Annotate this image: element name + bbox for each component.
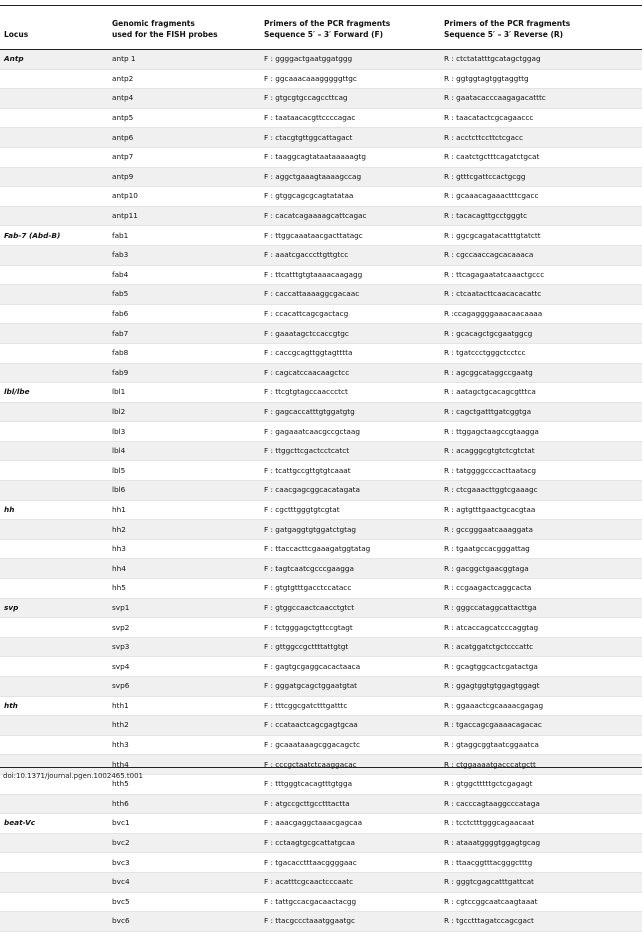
table-row [0,912,642,932]
fragment-cell: bvc2 [112,833,264,853]
fragment-cell: hh3 [112,539,264,559]
forward-primer-cell: F : cgctttgggtgtcgtat [264,500,444,520]
locus-cell [0,794,112,814]
header-locus: Locus [4,30,29,39]
reverse-primer-cell: R : acagggcgtgtctcgtctat [444,441,642,461]
reverse-primer-cell: R : ccgaagactcaggcacta [444,579,642,599]
fragment-cell: lbl3 [112,422,264,442]
forward-primer-cell: F : gggatgcagctggaatgtat [264,677,444,697]
reverse-primer-cell: R : tgaatgccacgggattag [444,539,642,559]
forward-primer-cell: F : gagtgcgaggcacactaaca [264,657,444,677]
forward-primer-cell: F : ccacattcagcgactacg [264,304,444,324]
forward-primer-cell: F : gcaaataaagcggacagctc [264,735,444,755]
fragment-cell: bvc3 [112,853,264,873]
table-row [0,696,642,716]
fragment-cell: hth4 [112,755,264,775]
reverse-primer-cell: R : ggaaactcgcaaaacgagag [444,696,642,716]
locus-cell: Fab-7 (Abd-B) [0,226,112,246]
header-forward: Primers of the PCR fragments Sequence 5′ – 3′ Forward (F) [264,19,391,39]
forward-primer-cell: F : gatgaggtgtggatctgtag [264,520,444,540]
reverse-primer-cell: R : acatggatctgctcccattc [444,637,642,657]
reverse-primer-cell: R :ccagaggggaaacaacaaaa [444,304,642,324]
reverse-primer-cell: R : gcaaacagaaactttcgacc [444,187,642,207]
table-row [0,89,642,109]
fragment-cell: svp6 [112,677,264,697]
reverse-primer-cell: R : gtggctttttgctcgagagt [444,774,642,794]
fragment-cell: antp6 [112,128,264,148]
locus-cell [0,89,112,109]
fragment-cell: antp11 [112,206,264,226]
locus-cell [0,559,112,579]
reverse-primer-cell: R : aatagctgcacagcgtttca [444,383,642,403]
reverse-primer-cell: R : cagctgatttgatcggtga [444,402,642,422]
forward-primer-cell: F : ttggcttcgactcctcatct [264,441,444,461]
reverse-primer-cell: R : ttaacggtttacgggctttg [444,853,642,873]
table-header [0,16,642,46]
table-row [0,383,642,403]
fragment-cell: hh4 [112,559,264,579]
locus-cell [0,716,112,736]
fragment-cell: fab9 [112,363,264,383]
forward-primer-cell: F : aggctgaaagtaaaagccag [264,167,444,187]
locus-cell [0,167,112,187]
locus-cell [0,187,112,207]
locus-cell [0,441,112,461]
reverse-primer-cell: R : ataaatggggtggagtgcag [444,833,642,853]
forward-primer-cell: F : taaggcagtataataaaaagtg [264,147,444,167]
reverse-primer-cell: R : gcacagctgcgaatggcg [444,324,642,344]
locus-cell [0,128,112,148]
forward-primer-cell: F : gtgtgtttgacctccatacc [264,579,444,599]
reverse-primer-cell: R : ctctatatttgcatagctggag [444,50,642,69]
table-row [0,245,642,265]
fragment-cell: antp7 [112,147,264,167]
reverse-primer-cell: R : tatggggcccacttaatacg [444,461,642,481]
reverse-primer-cell: R : agtgtttgaactgcacgtaa [444,500,642,520]
forward-primer-cell: F : ttcgtgtagccaaccctct [264,383,444,403]
table-row [0,500,642,520]
fragment-cell: lbl6 [112,481,264,501]
fragment-cell: svp2 [112,618,264,638]
table-row [0,363,642,383]
forward-primer-cell: F : ggggactgaatggatggg [264,50,444,69]
table-row [0,147,642,167]
table-row [0,422,642,442]
fragment-cell: svp4 [112,657,264,677]
forward-primer-cell: F : ccataactcagcgagtgcaa [264,716,444,736]
reverse-primer-cell: R : ctggaaaatgacccatgctt [444,755,642,775]
table-row [0,598,642,618]
fragment-cell: antp10 [112,187,264,207]
forward-primer-cell: F : ttcatttgtgtaaaacaagagg [264,265,444,285]
reverse-primer-cell: R : ggcgcagatacatttgtatctt [444,226,642,246]
fragment-cell: bvc4 [112,872,264,892]
reverse-primer-cell: R : tgcctttagatccagcgact [444,912,642,932]
forward-primer-cell: F : gagaaatcaacgccgctaag [264,422,444,442]
forward-primer-cell: F : ctacgtgttggcattagact [264,128,444,148]
locus-cell [0,363,112,383]
table-top-rule [0,5,642,6]
table-row [0,343,642,363]
table-row [0,128,642,148]
locus-cell [0,853,112,873]
locus-cell [0,265,112,285]
fragment-cell: bvc6 [112,912,264,932]
forward-primer-cell: F : ggcaaacaaagggggttgc [264,69,444,89]
fragment-cell: antp 1 [112,50,264,69]
locus-cell [0,402,112,422]
header-fragments: Genomic fragments used for the FISH probes [112,19,218,39]
fragment-cell: antp4 [112,89,264,109]
fragment-cell: hh5 [112,579,264,599]
locus-cell [0,618,112,638]
forward-primer-cell: F : cacatcagaaaagcattcagac [264,206,444,226]
fragment-cell: hth6 [112,794,264,814]
forward-primer-cell: F : gtggcagcgcagtatataa [264,187,444,207]
reverse-primer-cell: R : taacatactcgcagaaccc [444,108,642,128]
table-row [0,833,642,853]
reverse-primer-cell: R : gacggctgaacggtaga [444,559,642,579]
locus-cell [0,481,112,501]
locus-cell [0,520,112,540]
fragment-cell: bvc5 [112,892,264,912]
fragment-cell: hh1 [112,500,264,520]
table-bottom-rule [0,767,642,768]
forward-primer-cell: F : taataacacgttccccagac [264,108,444,128]
table-row [0,539,642,559]
reverse-primer-cell: R : cgccaaccagcacaaaca [444,245,642,265]
locus-cell: hth [0,696,112,716]
locus-cell [0,206,112,226]
table-row [0,481,642,501]
locus-cell [0,833,112,853]
forward-primer-cell: F : cagcatccaacaagctcc [264,363,444,383]
locus-cell [0,324,112,344]
locus-cell [0,69,112,89]
table-row [0,872,642,892]
forward-primer-cell: F : caccgcagttggtagtttta [264,343,444,363]
forward-primer-cell: F : cccgctaatctcaaggacac [264,755,444,775]
table-row [0,814,642,834]
locus-cell [0,108,112,128]
table-row [0,716,642,736]
locus-cell: hh [0,500,112,520]
forward-primer-cell: F : tctgggagctgttccgtagt [264,618,444,638]
locus-cell [0,657,112,677]
forward-primer-cell: F : tagtcaatcgcccgaagga [264,559,444,579]
fragment-cell: antp5 [112,108,264,128]
locus-cell: lbl/lbe [0,383,112,403]
doi-caption: doi:10.1371/journal.pgen.1002465.t001 [3,772,144,780]
table-row [0,265,642,285]
reverse-primer-cell: R : gaatacacccaagagacatttc [444,89,642,109]
forward-primer-cell: F : ttaccacttcgaaagatggtatag [264,539,444,559]
forward-primer-cell: F : tattgccacgacaactacgg [264,892,444,912]
table-row [0,402,642,422]
table-row [0,441,642,461]
table-row [0,637,642,657]
forward-primer-cell: F : caccattaaaaggcgacaac [264,285,444,305]
locus-cell [0,245,112,265]
forward-primer-cell: F : atgccgcttgcctttactta [264,794,444,814]
forward-primer-cell: F : tgacacctttaacggggaac [264,853,444,873]
forward-primer-cell: F : ttacgccctaaatggaatgc [264,912,444,932]
locus-cell [0,422,112,442]
reverse-primer-cell: R : gccgggaatcaaaggata [444,520,642,540]
table-row [0,618,642,638]
reverse-primer-cell: R : ggtggtagtggtaggttg [444,69,642,89]
table-row [0,579,642,599]
reverse-primer-cell: R : acctcttccttctcgacc [444,128,642,148]
fragment-cell: fab1 [112,226,264,246]
locus-cell [0,539,112,559]
reverse-primer-cell: R : ctcgaaacttggtcgaaagc [444,481,642,501]
table-row [0,167,642,187]
locus-cell [0,735,112,755]
table-row [0,69,642,89]
fragment-cell: lbl2 [112,402,264,422]
locus-cell [0,343,112,363]
table-row [0,324,642,344]
forward-primer-cell: F : tttcggcgatctttgatttc [264,696,444,716]
locus-cell: svp [0,598,112,618]
reverse-primer-cell: R : gggccataggcattacttga [444,598,642,618]
forward-primer-cell: F : aaacgaggctaaacgagcaa [264,814,444,834]
fragment-cell: svp3 [112,637,264,657]
locus-cell [0,912,112,932]
reverse-primer-cell: R : caatctgctttcagatctgcat [444,147,642,167]
fragment-cell: fab5 [112,285,264,305]
reverse-primer-cell: R : gtaggcggtaatcggaatca [444,735,642,755]
fragment-cell: lbl4 [112,441,264,461]
table-row [0,657,642,677]
table-row [0,285,642,305]
fragment-cell: fab7 [112,324,264,344]
fragment-cell: hth5 [112,774,264,794]
locus-cell [0,461,112,481]
fragment-cell: fab6 [112,304,264,324]
fragment-cell: hth1 [112,696,264,716]
table-row [0,226,642,246]
reverse-primer-cell: R : tcctctttgggcagaacaat [444,814,642,834]
forward-primer-cell: F : gaaatagctccaccgtgc [264,324,444,344]
fragment-cell: hth3 [112,735,264,755]
fragment-cell: antp9 [112,167,264,187]
forward-primer-cell: F : tcattgccgttgtgtcaaat [264,461,444,481]
reverse-primer-cell: R : ttcagagaatatcaaactgccc [444,265,642,285]
reverse-primer-cell: R : tgaccagcgaaaacagacac [444,716,642,736]
table-row [0,853,642,873]
fragment-cell: hh2 [112,520,264,540]
reverse-primer-cell: R : gtttcgattccactgcgg [444,167,642,187]
forward-primer-cell: F : ttggcaaataacgacttatagc [264,226,444,246]
locus-cell [0,285,112,305]
forward-primer-cell: F : gtgcgtgccagccttcag [264,89,444,109]
locus-cell [0,892,112,912]
locus-cell [0,677,112,697]
fragment-cell: lbl5 [112,461,264,481]
fragment-cell: antp2 [112,69,264,89]
table-row [0,677,642,697]
forward-primer-cell: F : caacgagcggcacatagata [264,481,444,501]
locus-cell [0,579,112,599]
header-reverse: Primers of the PCR fragments Sequence 5′ – 3′ Reverse (R) [444,19,571,39]
forward-primer-cell: F : cctaagtgcgcattatgcaa [264,833,444,853]
reverse-primer-cell: R : ctcaatacttcaacacacattc [444,285,642,305]
locus-cell [0,147,112,167]
table-row [0,794,642,814]
reverse-primer-cell: R : atcaccagcatcccaggtag [444,618,642,638]
table-row [0,108,642,128]
table-row [0,559,642,579]
table-row [0,892,642,912]
forward-primer-cell: F : gtggccaactcaacctgtct [264,598,444,618]
locus-cell [0,304,112,324]
fragment-cell: svp1 [112,598,264,618]
fragment-cell: bvc1 [112,814,264,834]
primer-table [0,50,642,932]
locus-cell [0,637,112,657]
reverse-primer-cell: R : ttggagctaagccgtaagga [444,422,642,442]
table-row [0,206,642,226]
table-row [0,187,642,207]
fragment-cell: lbl1 [112,383,264,403]
fragment-cell: fab8 [112,343,264,363]
locus-cell [0,872,112,892]
fragment-cell: fab4 [112,265,264,285]
forward-primer-cell: F : gagcaccatttgtggatgtg [264,402,444,422]
reverse-primer-cell: R : tgatccctgggctcctcc [444,343,642,363]
table-row [0,304,642,324]
forward-primer-cell: F : tttgggtcacagtttgtgga [264,774,444,794]
forward-primer-cell: F : acatttcgcaactcccaatc [264,872,444,892]
reverse-primer-cell: R : gggtcgagcatttgattcat [444,872,642,892]
reverse-primer-cell: R : ggagtggtgtggagtggagt [444,677,642,697]
forward-primer-cell: F : gttggccgcttttattgtgt [264,637,444,657]
fragment-cell: fab3 [112,245,264,265]
locus-cell: Antp [0,50,112,69]
table-body [0,50,642,931]
forward-primer-cell: F : aaatcgacccttgttgtcc [264,245,444,265]
table-row [0,735,642,755]
reverse-primer-cell: R : cgtccggcaatcaagtaaat [444,892,642,912]
reverse-primer-cell: R : tacacagttgcctgggtc [444,206,642,226]
fragment-cell: hth2 [112,716,264,736]
reverse-primer-cell: R : agcggcataggccgaatg [444,363,642,383]
locus-cell: beat-Vc [0,814,112,834]
table-row [0,461,642,481]
reverse-primer-cell: R : gcagtggcactcgatactga [444,657,642,677]
table-row [0,50,642,69]
table-row [0,520,642,540]
reverse-primer-cell: R : cacccagtaaggcccataga [444,794,642,814]
